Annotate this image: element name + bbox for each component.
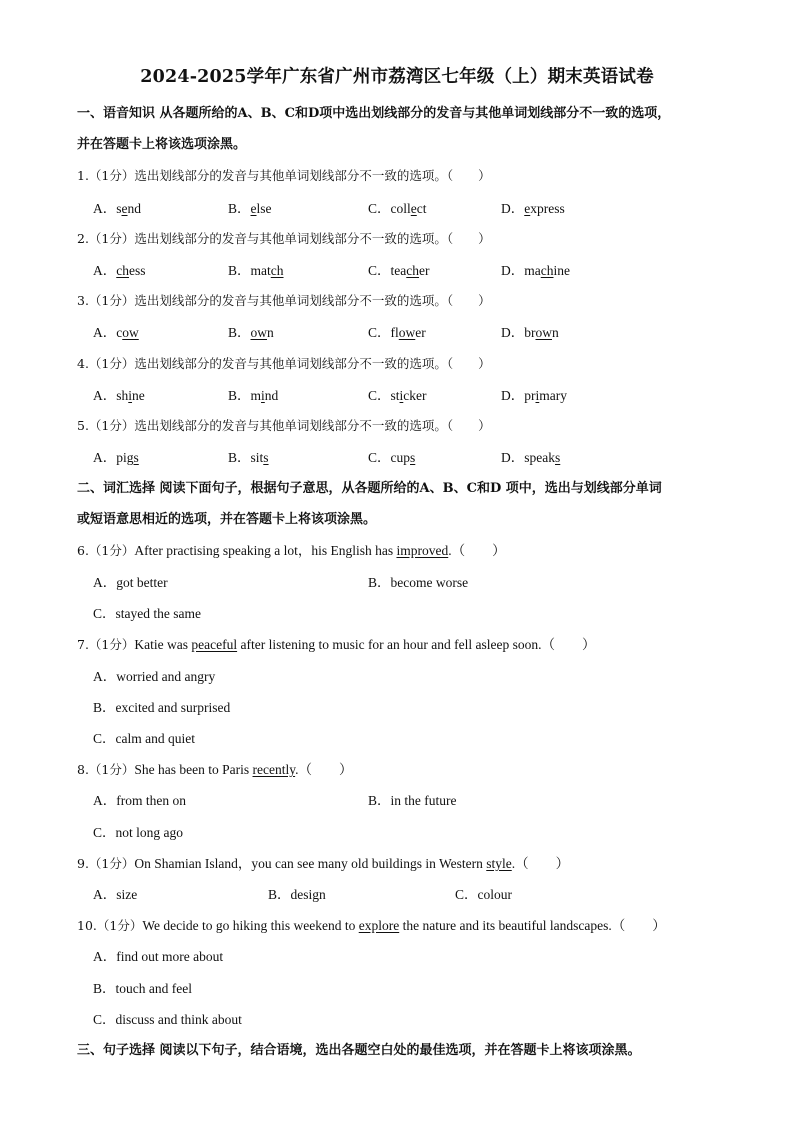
q9-option-c[interactable]: C．colour <box>455 887 512 902</box>
q9-option-a[interactable]: A．size <box>93 887 138 902</box>
section-2-heading: 二、词汇选择 阅读下面句子，根据句子意思，从各题所给的A、B、C和D 项中，选出与划线部分单词 <box>77 481 662 496</box>
q6-option-a[interactable]: A．got better <box>93 575 168 590</box>
section-1-heading-cont: 并在答题卡上将该选项涂黑。 <box>77 137 247 152</box>
q2-option-d[interactable]: D．machine <box>501 263 570 278</box>
question-5-stem: 5.（1分）选出划线部分的发音与其他单词划线部分不一致的选项。（ ） <box>77 418 491 433</box>
q8-option-b[interactable]: B．in the future <box>368 793 457 808</box>
q8-option-a[interactable]: A．from then on <box>93 793 186 808</box>
q5-option-a[interactable]: A．pigs <box>93 450 139 465</box>
q10-option-a[interactable]: A．find out more about <box>93 949 224 964</box>
q3-option-d[interactable]: D．brown <box>501 325 559 340</box>
q1-option-c[interactable]: C．collect <box>368 201 427 216</box>
q7-option-c[interactable]: C．calm and quiet <box>93 731 195 746</box>
question-6-stem: 6.（1分）After practising speaking a lot，his English has improved.（ ） <box>77 543 506 558</box>
question-2-stem: 2.（1分）选出划线部分的发音与其他单词划线部分不一致的选项。（ ） <box>77 231 491 246</box>
question-7-stem: 7.（1分）Katie was peaceful after listening to music for an hour and fell asleep soon.（ ） <box>77 637 596 652</box>
q4-option-a[interactable]: A．shine <box>93 388 145 403</box>
q1-option-a[interactable]: A．send <box>93 201 142 216</box>
q3-option-c[interactable]: C．flower <box>368 325 426 340</box>
q6-option-c[interactable]: C．stayed the same <box>93 606 201 621</box>
q4-option-c[interactable]: C．sticker <box>368 388 427 403</box>
q2-option-a[interactable]: A．chess <box>93 263 146 278</box>
q5-option-b[interactable]: B．sits <box>228 450 269 465</box>
q1-option-d[interactable]: D．express <box>501 201 565 216</box>
q8-option-c[interactable]: C．not long ago <box>93 825 183 840</box>
q1-option-b[interactable]: B．else <box>228 201 272 216</box>
q7-option-a[interactable]: A．worried and angry <box>93 669 216 684</box>
q2-option-b[interactable]: B．match <box>228 263 284 278</box>
q2-option-c[interactable]: C．teacher <box>368 263 430 278</box>
question-8-stem: 8.（1分）She has been to Paris recently.（ ） <box>77 762 353 777</box>
q7-option-b[interactable]: B．excited and surprised <box>93 700 231 715</box>
q5-option-c[interactable]: C．cups <box>368 450 416 465</box>
question-1-stem: 1.（1分）选出划线部分的发音与其他单词划线部分不一致的选项。（ ） <box>77 168 491 183</box>
q10-option-c[interactable]: C．discuss and think about <box>93 1012 242 1027</box>
q9-option-b[interactable]: B．design <box>268 887 326 902</box>
section-1-heading: 一、语音知识 从各题所给的A、B、C和D项中选出划线部分的发音与其他单词划线部分不一致的选项， <box>77 106 671 121</box>
q6-option-b[interactable]: B．become worse <box>368 575 469 590</box>
q10-option-b[interactable]: B．touch and feel <box>93 981 192 996</box>
question-3-stem: 3.（1分）选出划线部分的发音与其他单词划线部分不一致的选项。（ ） <box>77 293 491 308</box>
question-9-stem: 9.（1分）On Shamian Island，you can see many old buildings in Western style.（ ） <box>77 856 570 871</box>
q4-option-d[interactable]: D．primary <box>501 388 568 403</box>
q4-option-b[interactable]: B．mind <box>228 388 279 403</box>
question-4-stem: 4.（1分）选出划线部分的发音与其他单词划线部分不一致的选项。（ ） <box>77 356 491 371</box>
q3-option-b[interactable]: B．own <box>228 325 274 340</box>
q3-option-a[interactable]: A．cow <box>93 325 139 340</box>
question-10-stem: 10.（1分）We decide to go hiking this weekend to explore the nature and its beautiful landscapes.（ ） <box>77 918 666 933</box>
section-3-heading: 三、句子选择 阅读以下句子，结合语境，选出各题空白处的最佳选项，并在答题卡上将该项涂黑。 <box>77 1043 641 1058</box>
q5-option-d[interactable]: D．speaks <box>501 450 561 465</box>
section-2-heading-cont: 或短语意思相近的选项，并在答题卡上将该项涂黑。 <box>77 512 377 527</box>
page-title: 2024-2025学年广东省广州市荔湾区七年级（上）期末英语试卷 <box>140 67 654 87</box>
